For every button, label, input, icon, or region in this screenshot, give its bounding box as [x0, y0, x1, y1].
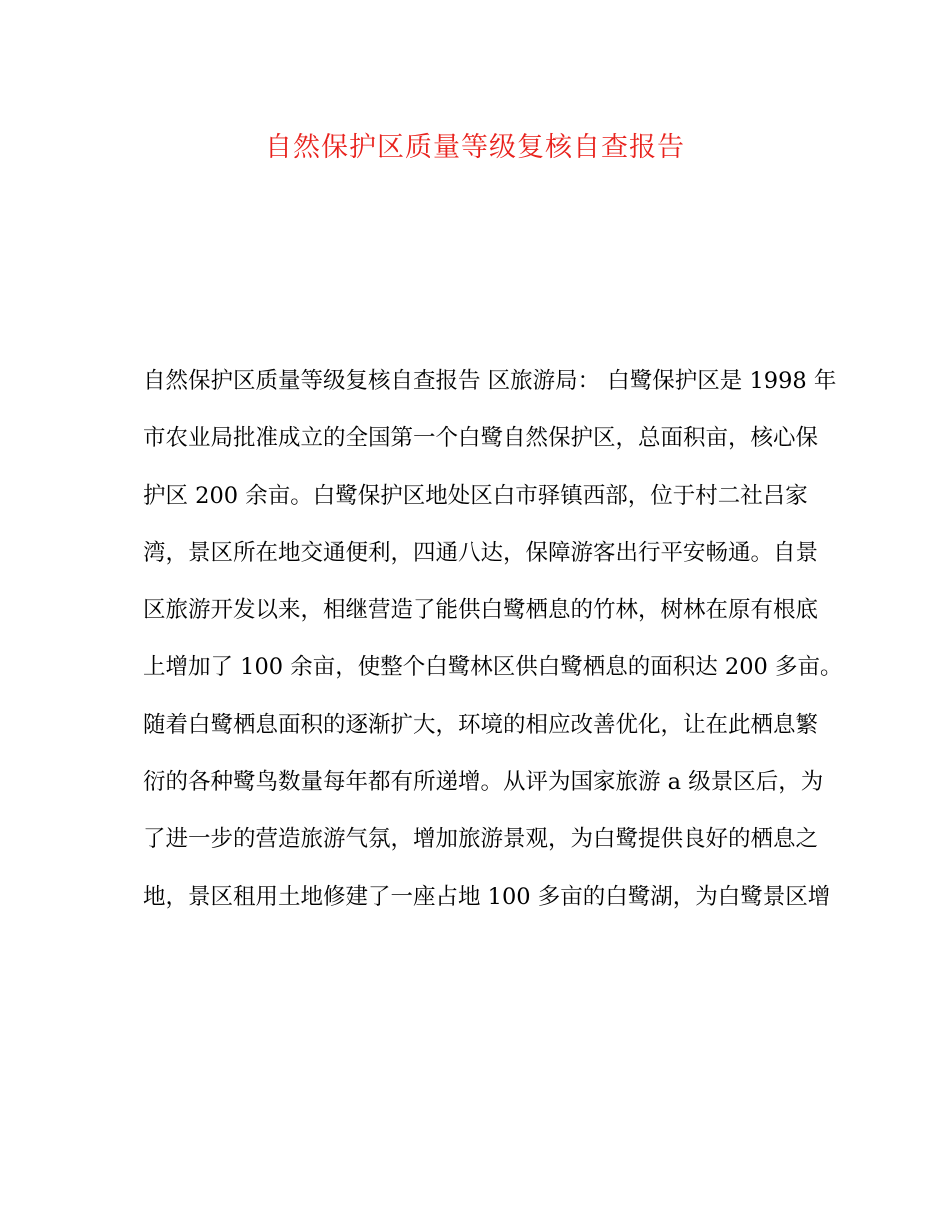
body-line: 区旅游开发以来，相继营造了能供白鹭栖息的竹林，树林在原有根底: [143, 597, 819, 624]
body-line: 市农业局批准成立的全国第一个白鹭自然保护区，总面积亩，核心保: [143, 425, 819, 452]
document-title: 自然保护区质量等级复核自查报告: [265, 132, 685, 163]
body-line: 衍的各种鹭鸟数量每年都有所递增。从评为国家旅游 a 级景区后，为: [143, 769, 824, 796]
body-line: 湾，景区所在地交通便利，四通八达，保障游客出行平安畅通。自景: [143, 539, 819, 566]
body-line: 护区 200 余亩。白鹭保护区地处区白市驿镇西部，位于村二社吕家: [143, 482, 808, 509]
document-body: [143, 359, 843, 932]
body-line: 随着白鹭栖息面积的逐渐扩大，环境的相应改善优化，让在此栖息繁: [143, 711, 819, 738]
body-line: 自然保护区质量等级复核自查报告 区旅游局： 白鹭保护区是 1998 年: [143, 368, 837, 394]
body-line: 地，景区租用土地修建了一座占地 100 多亩的白鹭湖，为白鹭景区增: [143, 883, 831, 910]
body-line: 上增加了 100 余亩，使整个白鹭林区供白鹭栖息的面积达 200 多亩。: [143, 654, 843, 681]
body-line: 了进一步的营造旅游气氛，增加旅游景观，为白鹭提供良好的栖息之: [143, 826, 819, 853]
